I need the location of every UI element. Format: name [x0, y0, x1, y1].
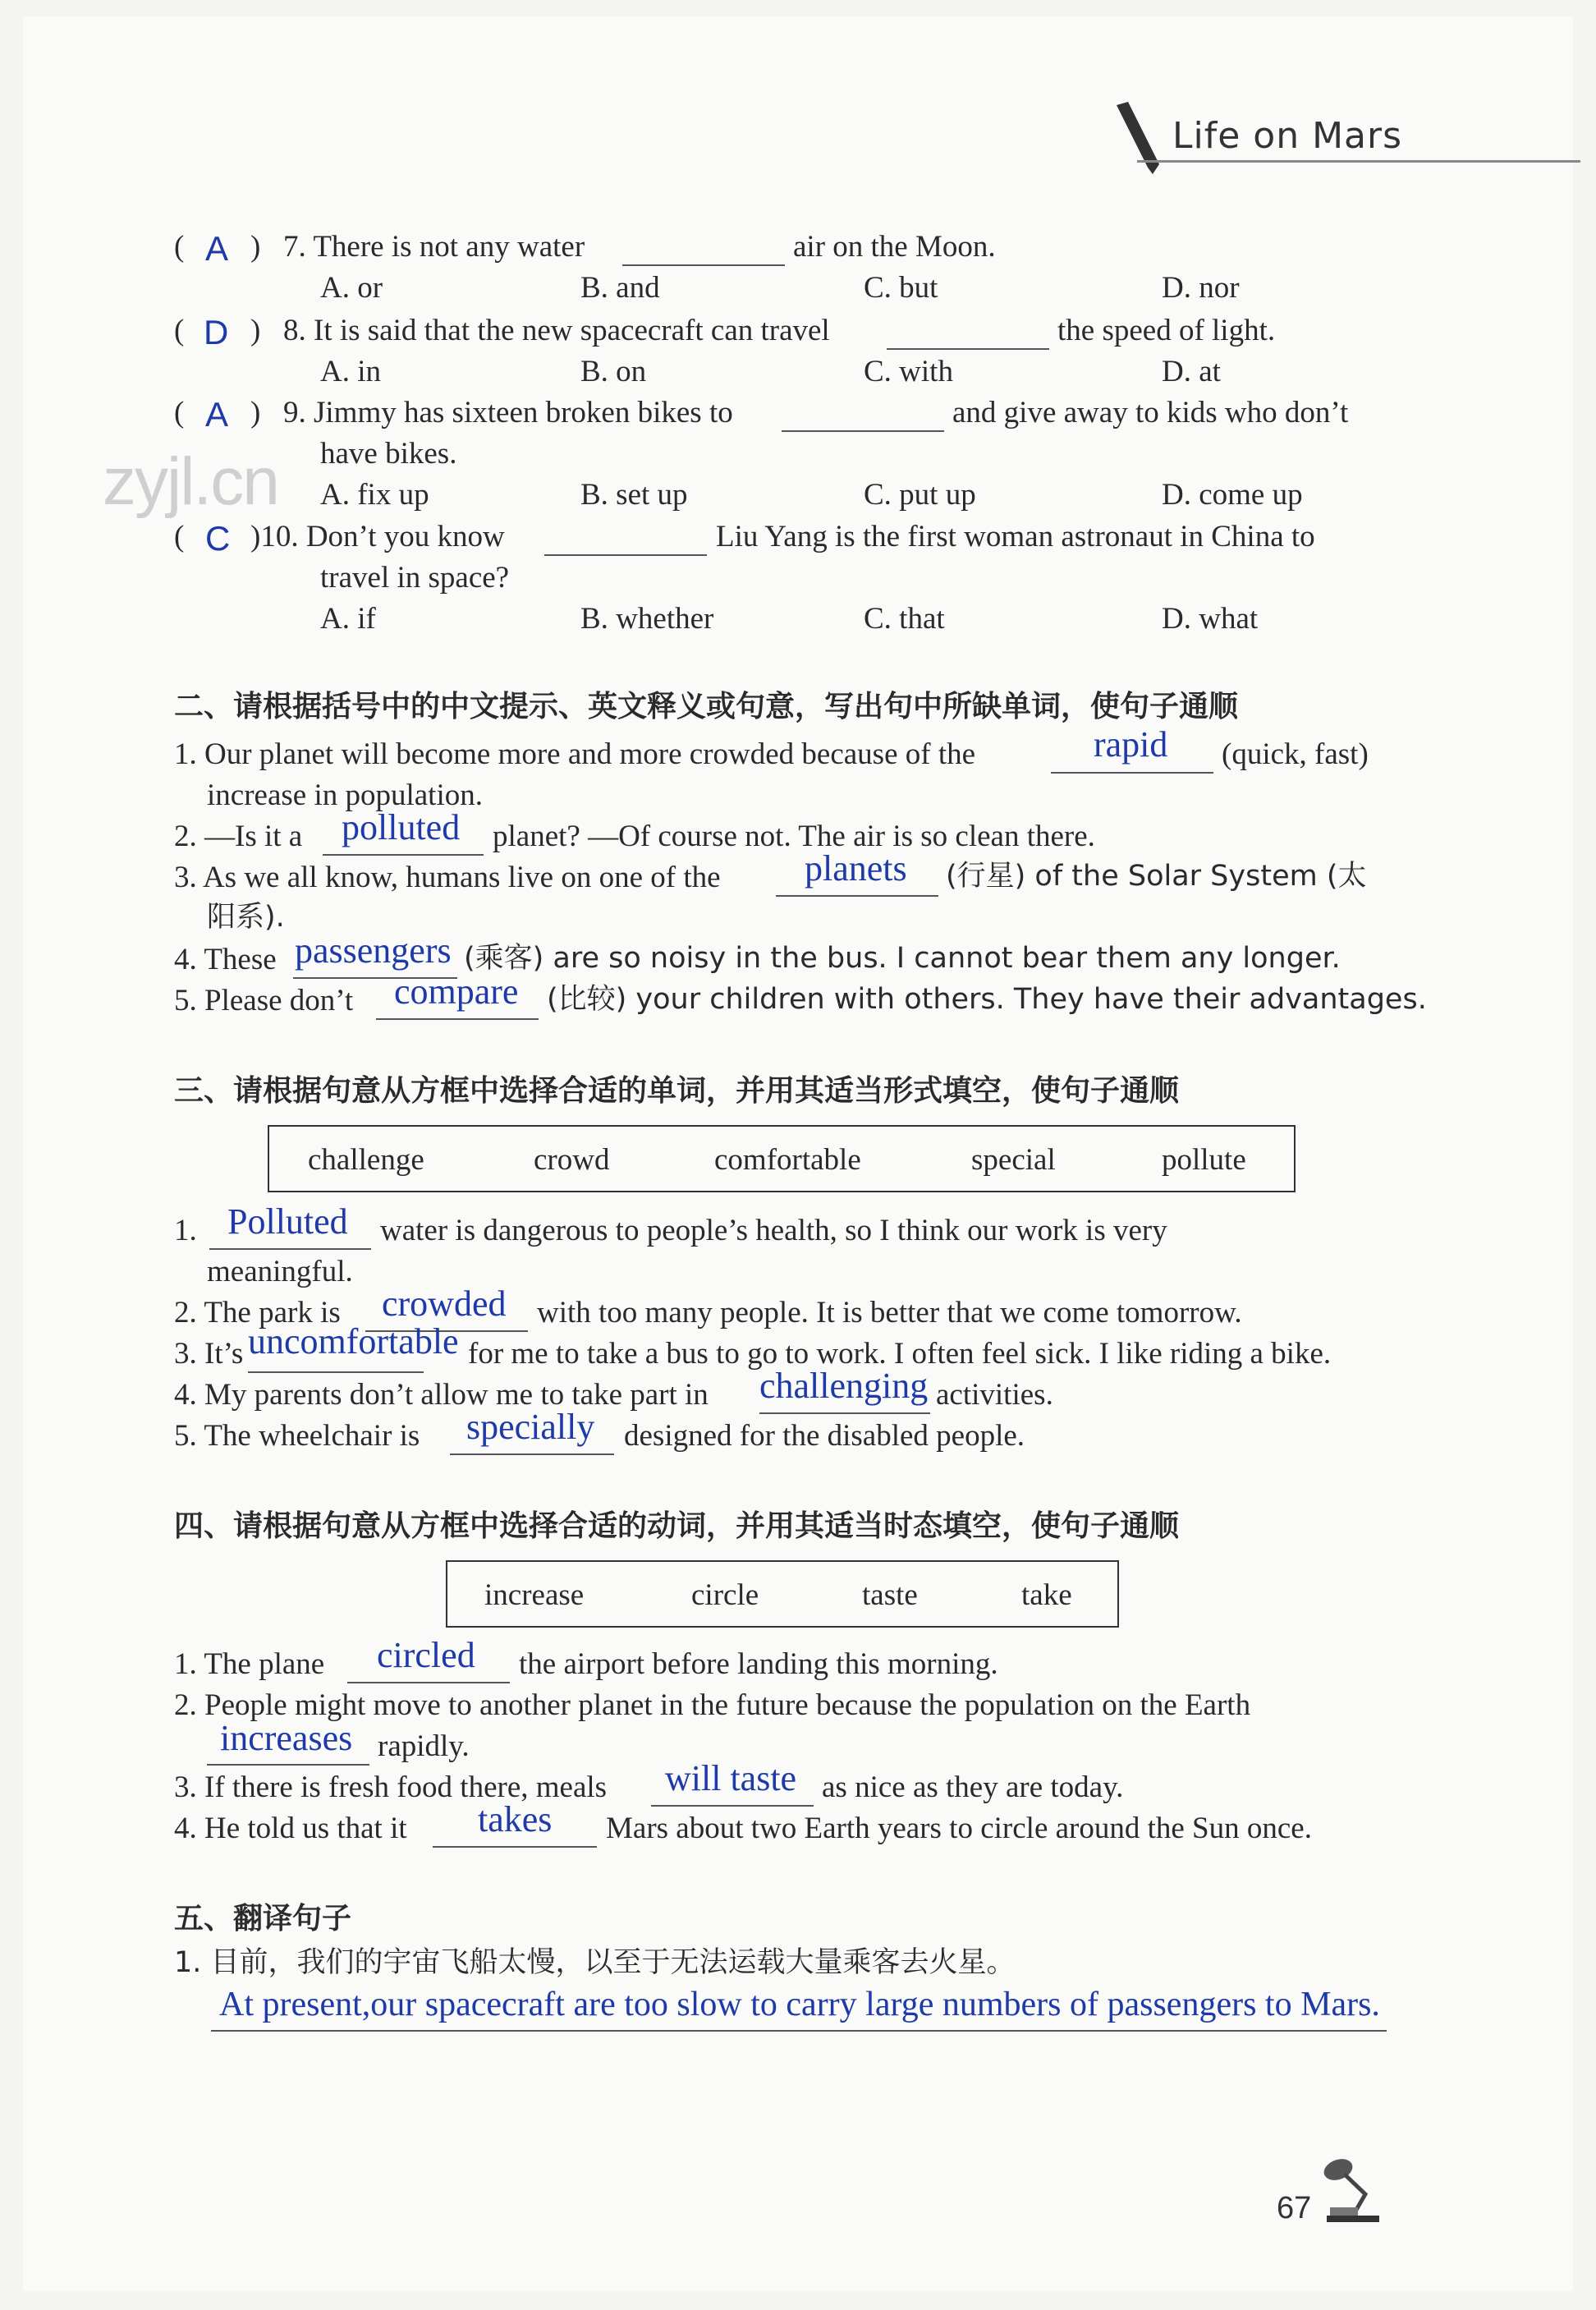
- answer-text: increases: [220, 1718, 353, 1758]
- word-box-item: challenge: [308, 1143, 424, 1177]
- word-box-item: pollute: [1162, 1143, 1246, 1177]
- page-header-title: Life on Mars: [1172, 115, 1403, 157]
- answer-text: circled: [377, 1635, 475, 1675]
- answer-text: crowded: [382, 1284, 507, 1324]
- answer-text: rapid: [1094, 724, 1168, 765]
- page-number: 67: [1277, 2191, 1312, 2225]
- answer-text: will taste: [665, 1758, 797, 1798]
- mc-answer: C: [205, 519, 231, 558]
- verb-box-item: increase: [484, 1578, 585, 1612]
- answer-text: specially: [466, 1407, 595, 1447]
- header-rule: [1137, 160, 1580, 163]
- verb-box-item: circle: [691, 1578, 759, 1612]
- desk-lamp-icon: [1320, 2152, 1386, 2225]
- verb-box-item: take: [1021, 1578, 1072, 1612]
- mc-answer: A: [205, 229, 229, 268]
- answer-text: challenging: [759, 1366, 929, 1406]
- watermark: zyjl.cn: [103, 444, 278, 519]
- word-box-item: special: [971, 1143, 1056, 1177]
- word-box-item: crowd: [534, 1143, 610, 1177]
- answer-text: Polluted: [227, 1201, 348, 1242]
- answer-text: uncomfortable: [248, 1321, 459, 1362]
- answer-text: planets: [805, 848, 907, 889]
- translation-question: 1. 目前，我们的宇宙飞船太慢，以至于无法运载大量乘客去火星。: [174, 1946, 1016, 1979]
- answer-text: takes: [478, 1799, 553, 1839]
- verb-box-item: taste: [862, 1578, 918, 1612]
- mc-answer: D: [204, 313, 229, 351]
- translation-answer: At present,our spacecraft are too slow to carry large numbers of passengers to Mars.: [219, 1986, 1380, 2023]
- section-2-title: 二、请根据括号中的中文提示、英文释义或句意，写出句中所缺单词，使句子通顺: [174, 690, 1239, 723]
- answer-text: polluted: [342, 807, 461, 847]
- section-3-title: 三、请根据句意从方框中选择合适的单词，并用其适当形式填空，使句子通顺: [174, 1074, 1180, 1108]
- section-4-title: 四、请根据句意从方框中选择合适的动词，并用其适当时态填空，使句子通顺: [174, 1509, 1180, 1543]
- answer-text: passengers: [295, 930, 452, 971]
- answer-text: compare: [394, 971, 519, 1012]
- mc-answer: A: [205, 395, 229, 434]
- word-box-item: comfortable: [714, 1143, 861, 1177]
- section-5-title: 五、翻译句子: [174, 1902, 352, 1936]
- pen-icon: [1110, 100, 1167, 178]
